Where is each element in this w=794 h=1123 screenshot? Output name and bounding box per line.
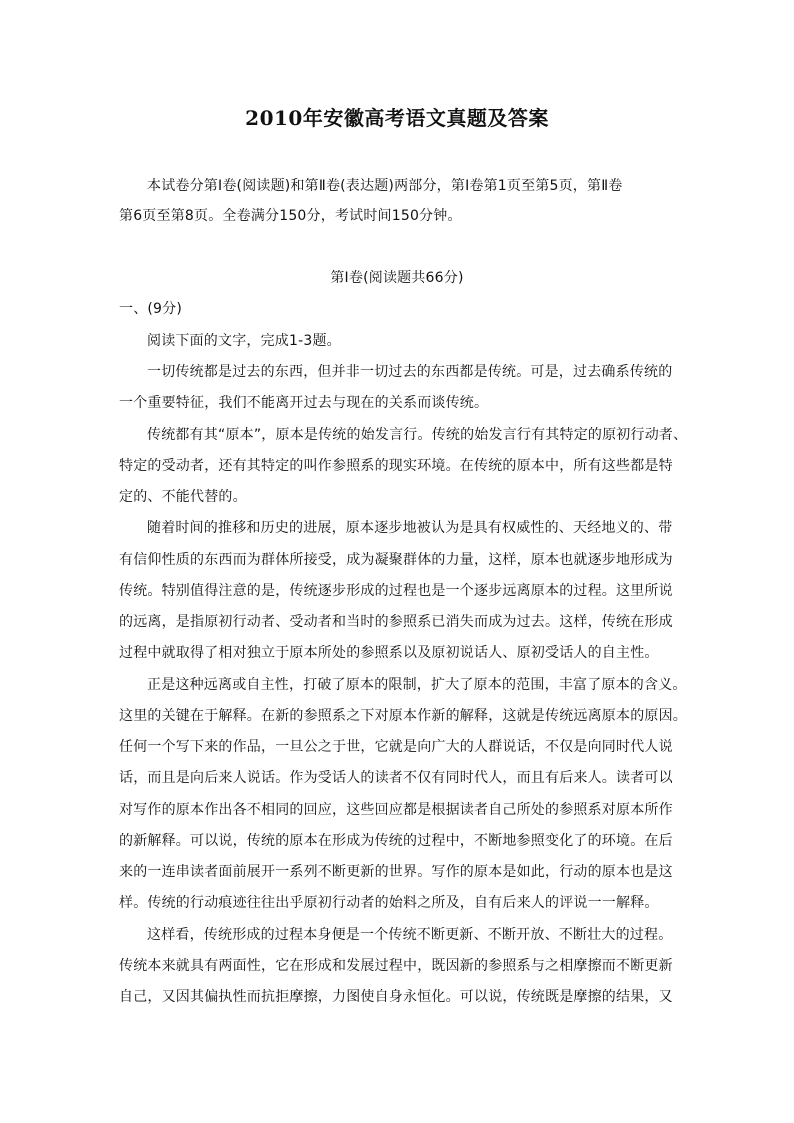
passage-line: 来的一连串读者面前展开一系列不断更新的世界。写作的原本是如此，行动的原本也是这	[119, 864, 673, 880]
passage-line: 任何一个写下来的作品，一旦公之于世，它就是向广大的人群说话，不仅是向同时代人说	[119, 739, 673, 755]
page-title: 2010年安徽高考语文真题及答案	[245, 106, 549, 130]
passage-line: 随着时间的推移和历史的进展，原本逐步地被认为是具有权威性的、天经地义的、带	[147, 520, 673, 536]
instruction-text: 阅读下面的文字，完成1-3题。	[147, 333, 341, 349]
passage-line: 过程中就取得了相对独立于原本所处的参照系以及原初说话人、原初受话人的自主性。	[119, 645, 659, 661]
passage-line: 定的、不能代替的。	[119, 489, 247, 505]
passage-line: 的新解释。可以说，传统的原本在形成为传统的过程中，不断地参照变化了的环境。在后	[119, 833, 673, 849]
passage-line: 一个重要特征，我们不能离开过去与现在的关系而谈传统。	[119, 395, 489, 411]
passage-line: 话，而且是向后来人说话。作为受话人的读者不仅有同时代人，而且有后来人。读者可以	[119, 770, 673, 786]
intro-line-1: 本试卷分第Ⅰ卷(阅读题)和第Ⅱ卷(表达题)两部分，第Ⅰ卷第1页至第5页，第Ⅱ卷	[147, 178, 623, 194]
passage-line: 自己，又因其偏执性而抗拒摩擦，力图使自身永恒化。可以说，传统既是摩擦的结果，又	[119, 989, 673, 1005]
passage-line: 这里的关键在于解释。在新的参照系之下对原本作新的解释，这就是传统远离原本的原因。	[119, 708, 687, 724]
passage-line: 传统都有其“原本”，原本是传统的始发言行。传统的始发言行有其特定的原初行动者、	[147, 427, 688, 443]
passage-line: 传统本来就具有两面性，它在形成和发展过程中，既因新的参照系与之相摩擦而不断更新	[119, 958, 673, 974]
passage-line: 的远离，是指原初行动者、受动者和当时的参照系已消失而成为过去。这样，传统在形成	[119, 614, 673, 630]
part-label: 一、(9分)	[119, 301, 183, 317]
passage-line: 对写作的原本作出各不相同的回应，这些回应都是根据读者自己所处的参照系对原本所作	[119, 802, 673, 818]
intro-line-2: 第6页至第8页。全卷满分150分，考试时间150分钟。	[119, 208, 462, 224]
passage-line: 这样看，传统形成的过程本身便是一个传统不断更新、不断开放、不断壮大的过程。	[147, 927, 673, 943]
passage-line: 传统。特别值得注意的是，传统逐步形成的过程也是一个逐步远离原本的过程。这里所说	[119, 583, 673, 599]
passage-line: 正是这种远离或自主性，打破了原本的限制，扩大了原本的范围，丰富了原本的含义。	[147, 677, 687, 693]
section-heading: 第Ⅰ卷(阅读题共66分)	[330, 270, 464, 286]
passage-line: 样。传统的行动痕迹往往出乎原初行动者的始料之所及，自有后来人的评说一一解释。	[119, 895, 659, 911]
passage-line: 有信仰性质的东西而为群体所接受，成为凝聚群体的力量，这样，原本也就逐步地形成为	[119, 552, 673, 568]
passage-line: 特定的受动者，还有其特定的叫作参照系的现实环境。在传统的原本中，所有这些都是特	[119, 458, 673, 474]
passage-line: 一切传统都是过去的东西，但并非一切过去的东西都是传统。可是，过去确系传统的	[147, 364, 673, 380]
